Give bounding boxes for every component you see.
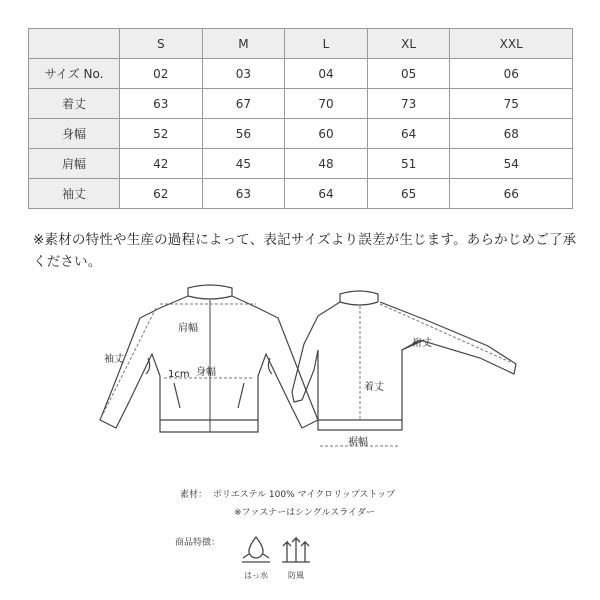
table-cell: 68	[450, 119, 573, 149]
table-row	[29, 179, 573, 209]
table-cell: 62	[120, 179, 203, 209]
table-cell: 02	[120, 59, 203, 89]
jacket-front-illustration	[100, 285, 318, 432]
table-row	[29, 149, 573, 179]
header-size-m: M	[202, 29, 285, 59]
table-cell: 60	[285, 119, 368, 149]
row-label-body-width: 身幅	[29, 119, 120, 149]
material-value: ポリエステル 100% マイクロリップストップ	[212, 490, 396, 500]
row-label-sleeve: 袖丈	[29, 179, 120, 209]
table-cell: 73	[367, 89, 450, 119]
body-width-label: 身幅	[196, 367, 216, 378]
feature-caption: 防風	[288, 571, 304, 580]
table-cell: 05	[367, 59, 450, 89]
table-cell: 42	[120, 149, 203, 179]
size-disclaimer-note: ※素材の特性や生産の過程によって、表記サイズより誤差が生じます。あらかじめご了承ください。	[33, 232, 577, 270]
table-cell: 66	[450, 179, 573, 209]
table-row	[29, 119, 573, 149]
size-table	[28, 28, 573, 209]
table-row	[29, 89, 573, 119]
table-cell: 70	[285, 89, 368, 119]
row-label-size-no: サイズ No.	[29, 59, 120, 89]
garment-measurement-diagram	[0, 280, 600, 480]
table-cell: 63	[120, 89, 203, 119]
header-size-xxl: XXL	[450, 29, 573, 59]
table-cell: 63	[202, 179, 285, 209]
hem-width-label: 裾幅	[348, 437, 368, 448]
header-size-s: S	[120, 29, 203, 59]
table-cell: 51	[367, 149, 450, 179]
sleeve-length-label: 袖丈	[104, 354, 124, 365]
length-label: 着丈	[364, 382, 384, 393]
zipper-note: ※ファスナーはシングルスライダー	[234, 508, 375, 518]
row-label-length: 着丈	[29, 89, 120, 119]
table-row	[29, 59, 573, 89]
jacket-back-illustration	[292, 291, 516, 430]
table-cell: 45	[202, 149, 285, 179]
header-size-l: L	[285, 29, 368, 59]
table-cell: 03	[202, 59, 285, 89]
table-cell: 67	[202, 89, 285, 119]
features-label: 商品特徴：	[175, 538, 221, 548]
shoulder-width-label: 肩幅	[178, 323, 198, 334]
table-cell: 56	[202, 119, 285, 149]
feature-water-repellent	[236, 534, 276, 581]
windproof-icon	[279, 534, 313, 564]
yuki-length-label: 裄丈	[412, 338, 432, 349]
water-repellent-icon	[239, 534, 273, 564]
material-label: 素材：	[180, 490, 208, 500]
table-cell: 64	[367, 119, 450, 149]
table-cell: 52	[120, 119, 203, 149]
table-cell: 48	[285, 149, 368, 179]
table-cell: 64	[285, 179, 368, 209]
table-cell: 65	[367, 179, 450, 209]
feature-windproof	[276, 534, 316, 581]
one-cm-label: 1cm	[168, 369, 190, 380]
size-table-header	[29, 29, 573, 59]
table-cell: 75	[450, 89, 573, 119]
table-cell: 04	[285, 59, 368, 89]
header-size-xl: XL	[367, 29, 450, 59]
table-cell: 06	[450, 59, 573, 89]
yuki-length-line	[380, 304, 510, 362]
table-corner-cell	[29, 29, 120, 59]
feature-caption: はっ水	[244, 571, 268, 580]
material-info	[180, 487, 396, 518]
row-label-shoulder: 肩幅	[29, 149, 120, 179]
table-cell: 54	[450, 149, 573, 179]
